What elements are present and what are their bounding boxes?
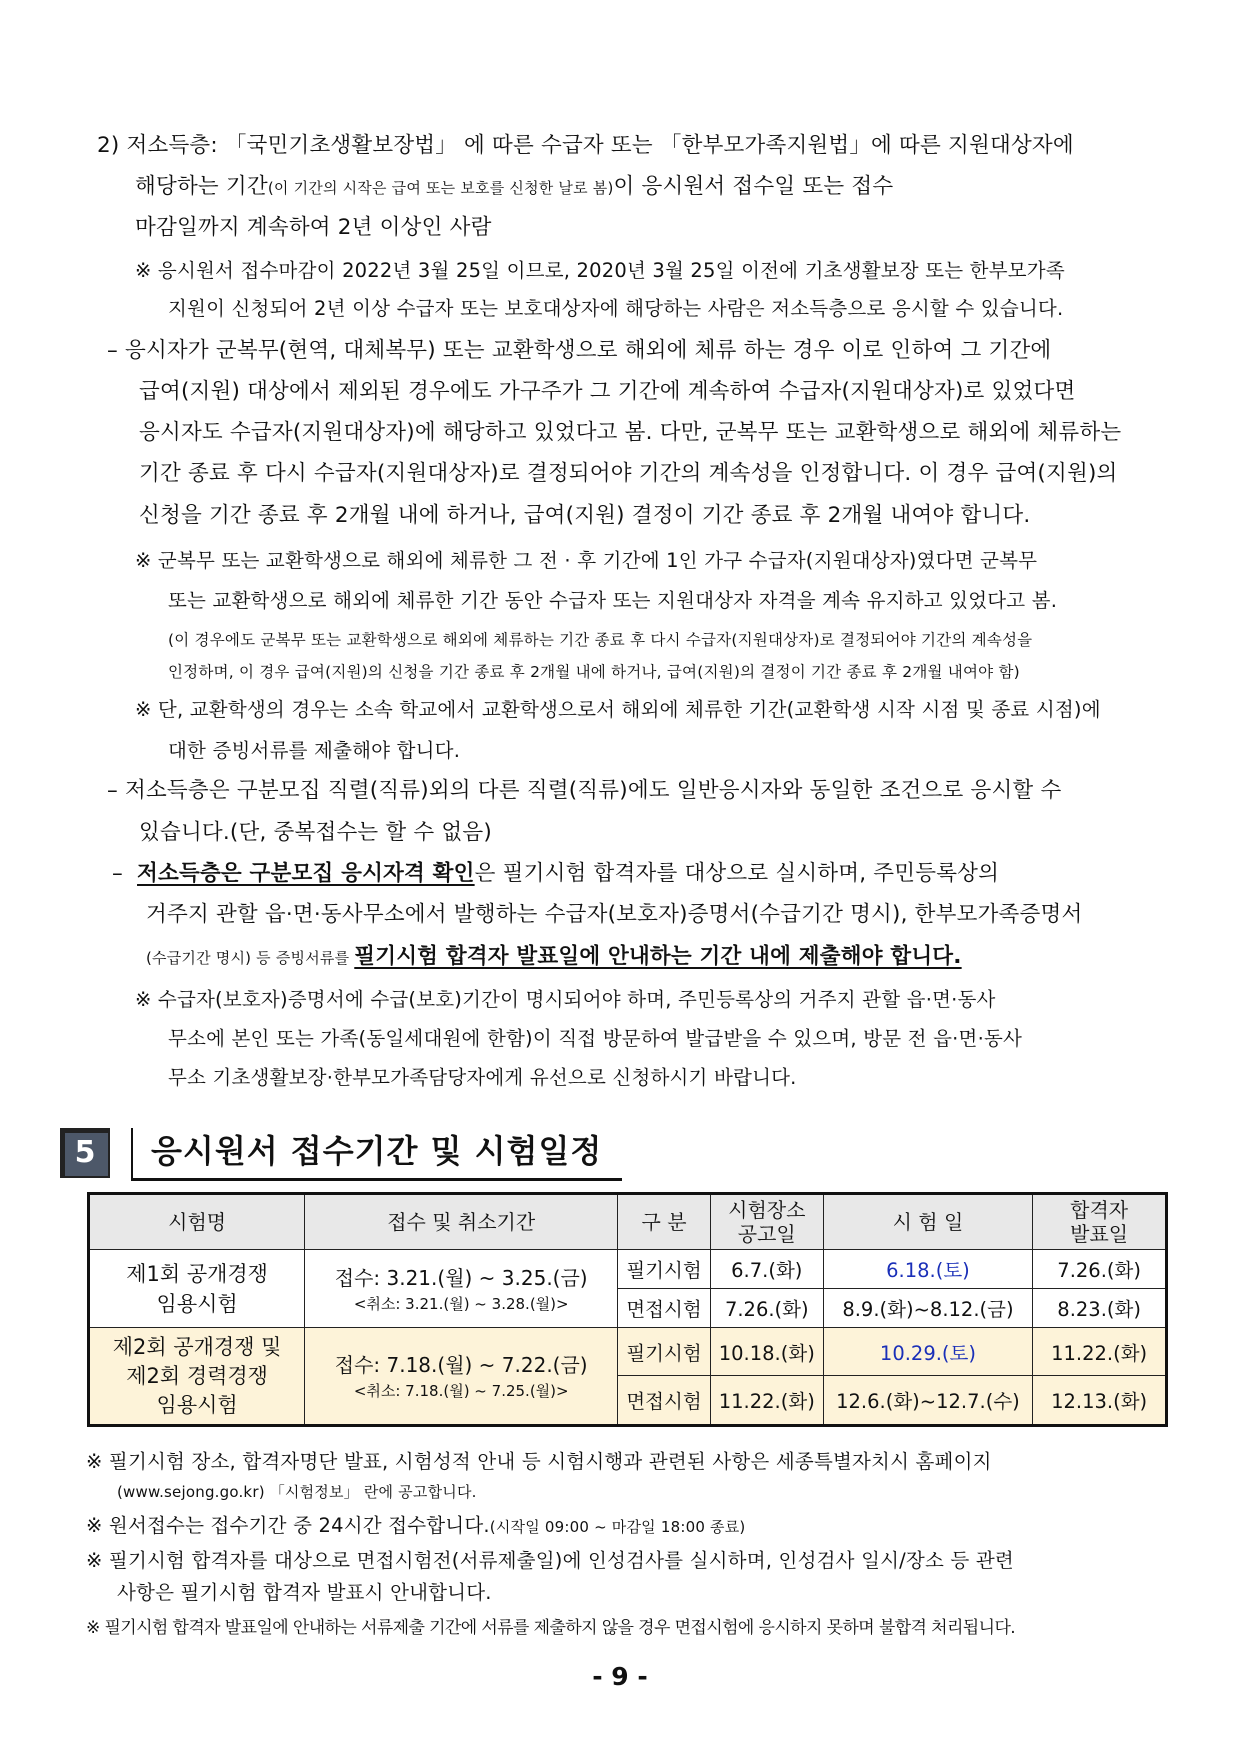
text: 제2회 경력경쟁 (126, 1363, 268, 1388)
emphasis-text: 필기시험 합격자 발표일에 안내하는 기간 내에 제출해야 합니다. (354, 944, 962, 969)
table-header-row (89, 1194, 1167, 1250)
cancel-text: <취소: 3.21.(월) ~ 3.28.(월)> (353, 1294, 569, 1313)
dash-line: 있습니다.(단, 중복접수는 할 수 없음) (139, 820, 492, 845)
text: 시험장소 (728, 1198, 806, 1222)
dash-line: 급여(지원) 대상에서 제외된 경우에도 가구주가 그 기간에 계속하여 수급자(지원대상자)로 있었다면 (139, 379, 1076, 404)
round2-period (305, 1328, 618, 1426)
result-cell: 8.23.(화) (1033, 1289, 1167, 1328)
apply-text: 접수: 3.21.(월) ~ 3.25.(금) (334, 1265, 588, 1290)
text: 해당하는 기간 (135, 174, 268, 199)
text-small: (이 기간의 시작은 급여 또는 보호를 신청한 날로 봄) (267, 179, 614, 197)
note-line: ※ 단, 교환학생의 경우는 소속 학교에서 교환학생으로서 해외에 체류한 기간(교환학생 시작 시점 및 종료 시점)에 (135, 698, 1101, 721)
table-row (89, 1250, 1167, 1289)
note-line: 지원이 신청되어 2년 이상 수급자 또는 보호대상자에 해당하는 사람은 저소득층으로 응시할 수 있습니다. (168, 297, 1064, 320)
footnote-line (86, 1511, 745, 1542)
note-line: 무소 기초생활보장·한부모가족담당자에게 유선으로 신청하시기 바랍니다. (168, 1066, 797, 1089)
header-exam-name: 시험명 (89, 1194, 305, 1250)
section-number-badge: 5 (62, 1130, 108, 1176)
text: 공고일 (737, 1222, 796, 1246)
note-line: 대한 증빙서류를 제출해야 합니다. (168, 739, 461, 762)
footnote-line: ※ 필기시험 합격자 발표일에 안내하는 서류제출 기간에 서류를 제출하지 않을 경우 면접시험에 응시하지 못하며 불합격 처리됩니다. (86, 1618, 1016, 1638)
dash-line (112, 859, 999, 889)
exam-cell: 6.18.(토) (823, 1250, 1033, 1289)
round2-name (89, 1328, 305, 1426)
page-number: - 9 - (592, 1662, 648, 1691)
exam-cell: 8.9.(화)~8.12.(금) (823, 1289, 1033, 1328)
dash-line: 거주지 관할 읍·면·동사무소에서 발행하는 수급자(보호자)증명서(수급기간 명시), 한부모가족증명서 (146, 902, 1083, 927)
note-line: ※ 군복무 또는 교환학생으로 해외에 체류한 그 전 · 후 기간에 1인 가구 수급자(지원대상자)였다면 군복무 (135, 549, 1038, 572)
text: 이 응시원서 접수일 또는 접수 (613, 174, 894, 199)
text: 은 필기시험 합격자를 대상으로 실시하며, 주민등록상의 (474, 861, 1000, 886)
text: 발표일 (1070, 1222, 1129, 1246)
dash-line: 응시자도 수급자(지원대상자)에 해당하고 있었다고 봄. 다만, 군복무 또는 교환학생으로 해외에 체류하는 (139, 420, 1122, 445)
round1-name (89, 1250, 305, 1328)
footnote-line: ※ 필기시험 장소, 합격자명단 발표, 시험성적 안내 등 시험시행과 관련된 사항은 세종특별자치시 홈페이지 (86, 1450, 992, 1473)
type-cell: 필기시험 (618, 1250, 711, 1289)
apply-text: 접수: 7.18.(월) ~ 7.22.(금) (334, 1353, 588, 1377)
notice-cell: 11.22.(화) (710, 1376, 823, 1426)
footnote-line: 사항은 필기시험 합격자 발표시 안내합니다. (117, 1581, 492, 1604)
type-cell: 면접시험 (618, 1289, 711, 1328)
result-cell: 11.22.(화) (1033, 1328, 1167, 1376)
header-exam-date: 시 험 일 (823, 1194, 1033, 1250)
notice-cell: 7.26.(화) (710, 1289, 823, 1328)
note-line: 무소에 본인 또는 가족(동일세대원에 한함)이 직접 방문하여 발급받을 수 있으며, 방문 전 읍·면·동사 (168, 1027, 1023, 1050)
footnote-line: ※ 필기시험 합격자를 대상으로 면접시험전(서류제출일)에 인성검사를 실시하며, 인성검사 일시/장소 등 관련 (86, 1549, 1014, 1572)
result-cell: 7.26.(화) (1033, 1250, 1167, 1289)
para-line: 2) 저소득층: 「국민기초생활보장법」 에 따른 수급자 또는 「한부모가족지원법」에 따른 지원대상자에 (97, 133, 1074, 158)
text: 임용시험 (156, 1291, 238, 1316)
notice-cell: 10.18.(화) (710, 1328, 823, 1376)
emphasis-text: 저소득층은 구분모집 응시자격 확인 (137, 861, 475, 886)
round1-period (305, 1250, 618, 1328)
dash-line: 신청을 기간 종료 후 2개월 내에 하거나, 급여(지원) 결정이 기간 종료 후 2개월 내여야 합니다. (139, 503, 1031, 528)
dash: – (112, 861, 123, 886)
note-line: ※ 응시원서 접수마감이 2022년 3월 25일 이므로, 2020년 3월 25일 이전에 기초생활보장 또는 한부모가족 (135, 259, 1065, 282)
exam-cell: 10.29.(토) (823, 1328, 1033, 1376)
para-line: 마감일까지 계속하여 2년 이상인 사람 (135, 215, 492, 240)
text: 제2회 공개경쟁 및 (112, 1334, 282, 1359)
header-type: 구 분 (618, 1194, 711, 1250)
note-small-line: (이 경우에도 군복무 또는 교환학생으로 해외에 체류하는 기간 종료 후 다시 수급자(지원대상자)로 결정되어야 기간의 계속성을 (168, 631, 1033, 649)
dash-line: 기간 종료 후 다시 수급자(지원대상자)로 결정되어야 기간의 계속성을 인정합니다. 이 경우 급여(지원)의 (139, 461, 1118, 486)
note-small-line: 인정하며, 이 경우 급여(지원)의 신청을 기간 종료 후 2개월 내에 하거나, 급여(지원)의 결정이 기간 종료 후 2개월 내여야 함) (168, 663, 1020, 681)
exam-cell: 12.6.(화)~12.7.(수) (823, 1376, 1033, 1426)
dash-line: – 저소득층은 구분모집 직렬(직류)외의 다른 직렬(직류)에도 일반응시자와 동일한 조건으로 응시할 수 (107, 778, 1062, 803)
dash-line (146, 942, 962, 973)
text: 제1회 공개경쟁 (126, 1261, 268, 1286)
header-apply-period: 접수 및 취소기간 (305, 1194, 618, 1250)
note-line: 또는 교환학생으로 해외에 체류한 기간 동안 수급자 또는 지원대상자 자격을 계속 유지하고 있었다고 봄. (168, 589, 1058, 612)
section-title: 응시원서 접수기간 및 시험일정 (131, 1128, 622, 1181)
header-place-notice (710, 1194, 823, 1250)
para-line (135, 172, 893, 203)
type-cell: 면접시험 (618, 1376, 711, 1426)
text-small: (시작일 09:00 ~ 마감일 18:00 종료) (489, 1518, 746, 1536)
dash-line: – 응시자가 군복무(현역, 대체복무) 또는 교환학생으로 해외에 체류 하는 경우 이로 인하여 그 기간에 (107, 338, 1052, 363)
header-result-date (1033, 1194, 1167, 1250)
text: 합격자 (1070, 1198, 1129, 1222)
text: ※ 원서접수는 접수기간 중 24시간 접수합니다. (86, 1514, 490, 1537)
schedule-table (87, 1192, 1168, 1427)
notice-cell: 6.7.(화) (710, 1250, 823, 1289)
text: (수급기간 명시) 등 증빙서류를 (146, 949, 355, 967)
footnote-line (117, 1476, 477, 1507)
table-row (89, 1328, 1167, 1376)
text: (www.sejong.go.kr) 「시험정보」 란에 공고합니다. (117, 1483, 477, 1501)
type-cell: 필기시험 (618, 1328, 711, 1376)
text: 임용시험 (156, 1392, 238, 1417)
cancel-text: <취소: 7.18.(월) ~ 7.25.(월)> (353, 1382, 569, 1400)
note-line: ※ 수급자(보호자)증명서에 수급(보호)기간이 명시되어야 하며, 주민등록상의 거주지 관할 읍·면·동사 (135, 988, 996, 1011)
result-cell: 12.13.(화) (1033, 1376, 1167, 1426)
